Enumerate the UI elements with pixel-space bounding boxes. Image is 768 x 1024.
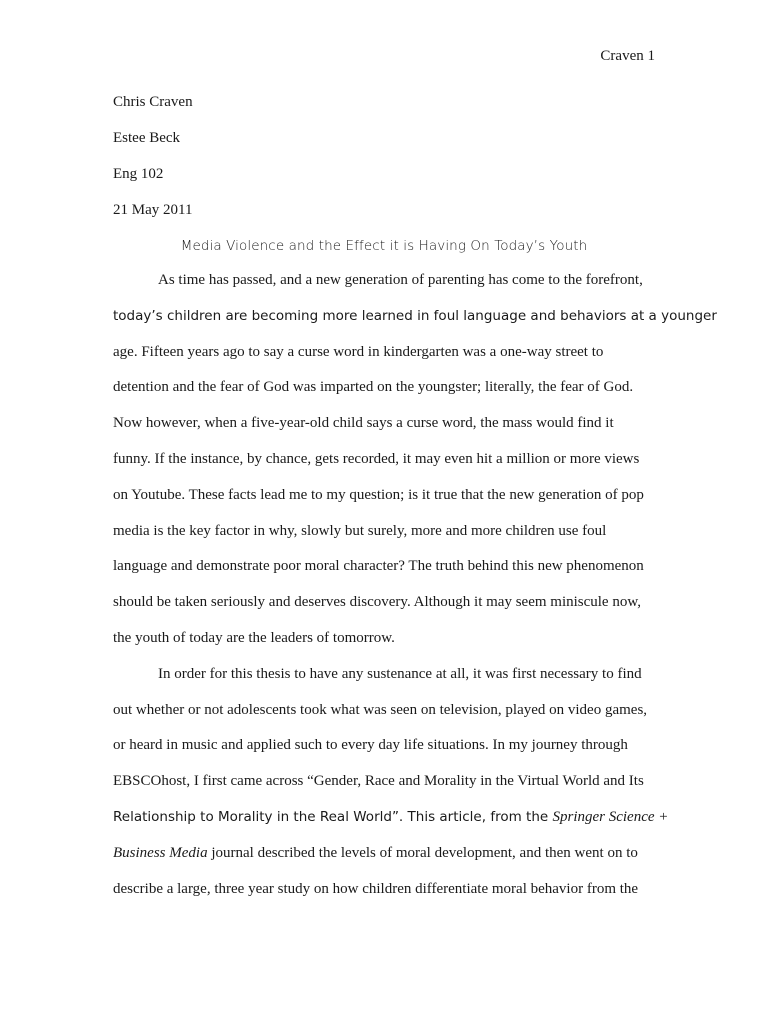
paragraph-line: today’s children are becoming more learned in foul language and behaviors at a younger (113, 307, 717, 324)
heading-block (113, 92, 655, 236)
paragraph-1 (113, 270, 717, 664)
paragraph-line: EBSCOhost, I first came across “Gender, Race and Morality in the Virtual World and Its (113, 773, 644, 790)
paragraph-line: As time has passed, and a new generation of parenting has come to the forefront, (158, 272, 643, 288)
paragraph-line: out whether or not adolescents took what was seen on television, played on video games, (113, 701, 648, 718)
journal-title: Springer Science + (552, 808, 669, 825)
paragraph-line: In order for this thesis to have any sustenance at all, it was first necessary to find (158, 665, 642, 682)
paragraph-line: language and demonstrate poor moral character? The truth behind this new phenomenon (113, 558, 644, 575)
paragraph-line: detention and the fear of God was imparted on the youngster; literally, the fear of God. (113, 379, 634, 396)
date: 21 May 2011 (113, 202, 193, 218)
line-text: Relationship to Morality in the Real World”. This article, from the (113, 808, 553, 825)
paragraph-line: on Youtube. These facts lead me to my question; is it true that the new generation of pop (113, 486, 644, 503)
paragraph-line: Now however, when a five-year-old child says a curse word, the mass would find it (113, 415, 614, 432)
essay-title: Media Violence and the Effect it is Having On Today’s Youth (180, 238, 588, 254)
paragraph-line (113, 807, 669, 843)
paragraph-2 (113, 664, 669, 915)
paragraph-line: funny. If the instance, by chance, gets recorded, it may even hit a million or more views (113, 450, 640, 467)
course-name: Eng 102 (113, 166, 164, 182)
paragraph-line: describe a large, three year study on how children differentiate moral behavior from the (113, 880, 639, 897)
paragraph-line: media is the key factor in why, slowly but surely, more and more children use foul (113, 522, 607, 539)
paragraph-line: or heard in music and applied such to every day life situations. In my journey through (113, 737, 628, 754)
paragraph-line: the youth of today are the leaders of tomorrow. (113, 629, 395, 646)
line-text: journal described the levels of moral development, and then went on to (207, 844, 638, 861)
instructor-name: Estee Beck (113, 130, 181, 146)
paragraph-line (113, 843, 655, 879)
paragraph-line: should be taken seriously and deserves discovery. Although it may seem miniscule now, (113, 594, 641, 611)
essay-body (113, 270, 717, 914)
author-name: Chris Craven (113, 94, 193, 110)
paragraph-line: age. Fifteen years ago to say a curse word in kindergarten was a one-way street to (113, 343, 604, 360)
journal-title: Business Media (113, 844, 208, 861)
running-head: Craven 1 (600, 48, 655, 64)
